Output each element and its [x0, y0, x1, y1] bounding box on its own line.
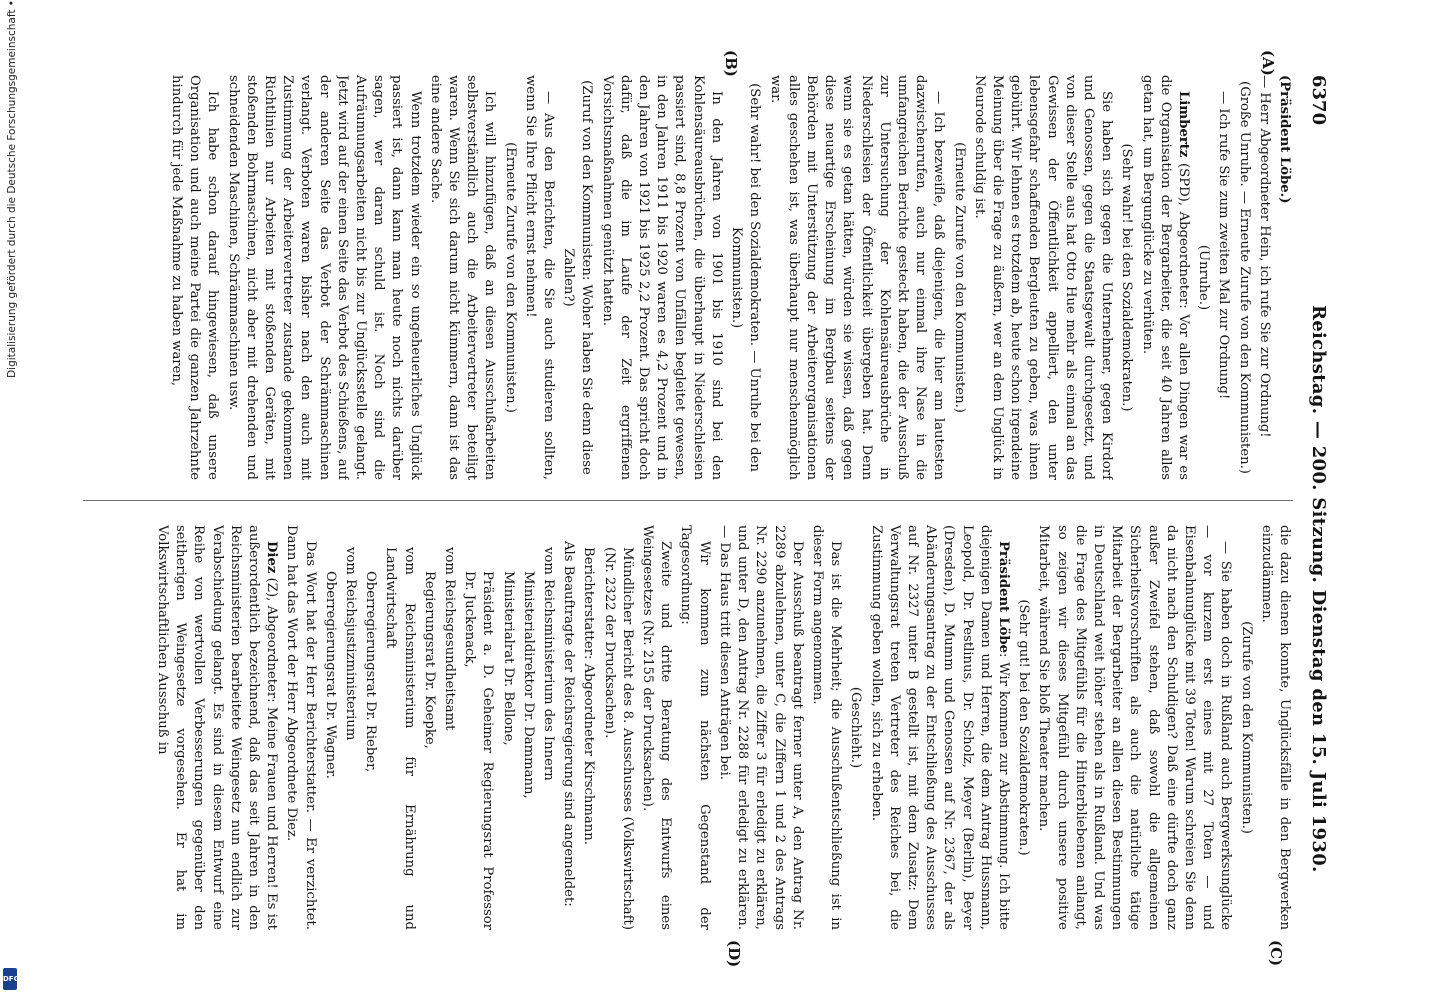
paragraph — [559, 75, 595, 480]
paragraph — [1034, 525, 1234, 930]
paragraph-text: die dazu dienen konnte, Unglücksfälle in den Bergwerken einzudämmen. — [1258, 525, 1292, 930]
paragraph — [970, 75, 1116, 480]
paragraph-text: Sie haben sich gegen die Unternehmer, gegen Kirdorf und Genossen, gegen die Staatsgewalt durchgesetzt, und von dieser Stelle aus hat Otto Hue mehr als einmal an das Gewissen der Öffentlichkeit appelliert, den unter lebensgefahr schaffenden Bergleuten zu geben, was ihnen gebührt. Wir lehnen es trotzdem ab, heute schon irgendeine Meinung über die Frage zu äußern, wer an dem Unglück in Neurode schuldig ist. — [971, 75, 1115, 480]
page-header — [1303, 75, 1333, 935]
paragraph-text: Berichterstatter: Abgeordneter Kirschmann. — [581, 547, 597, 845]
paragraph-text: (Zurufe von den Kommunisten.) — [1238, 621, 1254, 834]
paragraph — [167, 75, 222, 480]
margin-mark-a: (A) — [1259, 50, 1277, 76]
paragraph — [426, 75, 499, 480]
paragraph-text: — Herr Abgeordneter Hein, ich rufe Sie zur Ordnung! — [1256, 75, 1272, 438]
paragraph — [1117, 75, 1135, 480]
paragraph — [1255, 75, 1273, 480]
speaker-name: Präsident Löbe — [995, 541, 1011, 653]
paragraph — [579, 525, 597, 930]
paragraph-text: (Z), Abgeordneter: Meine Frauen und Herren! Es ist außerordentlich bezeichnend, daß das seit Jahren in den Reichsministerien bearbeitete Weingesetz nun endlich zur Verabschiedung gelangt. Es sind in diesem Entwurf eine Reihe von wertvollen Verbesserungen gegenüber den seitherigen Weingesetze vorgesehen. Er hat im Volkswirtschaftlichen Ausschuß in — [155, 525, 280, 930]
paragraph — [1257, 525, 1293, 930]
paragraph — [381, 525, 417, 930]
paragraph-text: Der Ausschuß beantragt ferner unter A, den Antrag Nr. 2289 abzulehnen, unter C, die Ziffern 1 und 2 des Antrags Nr. 2290 anzunehmen, die Ziffer 3 für erledigt zu erklären, und unter D, den Antrag Nr. 2288 für erledigt zu erklären. — Das Haus tritt diesen Anträgen bei. — [716, 525, 805, 930]
paragraph — [341, 525, 359, 930]
paragraph — [1194, 75, 1212, 480]
paragraph-text: Ministerialrat Dr. Bellone, — [500, 571, 516, 746]
paragraph-text: (Unruhe.) — [1196, 244, 1212, 311]
paragraph-text: Regierungsrat Dr. Koepke, — [421, 571, 437, 749]
paragraph-text: — Aus den Berichten, die Sie auch studieren sollten, wenn Sie Ihre Pflicht ernst nehmen! — [522, 75, 557, 480]
paragraph-text: Oberregierungsrat Dr. Rieber, — [363, 571, 379, 773]
paragraph — [460, 525, 496, 930]
paragraph-text: (Zuruf von den Kommunisten: Woher haben Sie denn diese Zahlen?) — [561, 80, 595, 475]
paragraph-text: Ministerialdirektor Dr. Dammann, — [520, 571, 536, 799]
paragraph — [321, 525, 339, 930]
paragraph-text: (Präsident Löbe.) — [1277, 75, 1292, 204]
paragraph-text: vom Reichsministerium für Ernährung und Landwirtschaft — [383, 547, 417, 930]
paragraph — [539, 525, 557, 930]
paragraph-text: Ich habe schon darauf hingewiesen, daß unsere Organisation und auch meine Partei die ganzen Jahrzehnte hindurch für jede Maßnahme zu haben waren, — [169, 75, 221, 480]
paragraph — [282, 525, 318, 930]
paragraph — [519, 525, 537, 930]
paragraph-text: (Sehr gut! bei den Sozialdemokraten.) — [1016, 599, 1032, 856]
paragraph-text: In den Jahren von 1901 bis 1910 sind bei den Kohlensäureausbrüchen, die überhaupt in Niederschlesien passiert sind, 8,8 Prozent von Unfällen begleitet gewesen, in den Jahren 1911 bis 1920 waren es 4,2 Prozent und in den Jahren von 1921 bis 1925 2,2 Prozent. Das spricht doch dafür, daß die im Laufe der Zeit ergriffenen Vorsichtsmaßnahmen genützt hatten. — [599, 75, 724, 480]
paragraph-text: (Sehr wahr! bei den Sozialdemokraten.) — [1119, 143, 1135, 412]
paragraph — [727, 75, 763, 480]
paragraph — [676, 525, 712, 930]
paragraph-text: Das Wort hat der Herr Berichterstatter. — Er verzichtet. Dann hat das Wort der Herr Abgeordnete Diez. — [284, 525, 318, 930]
paragraph-text: (SPD), Abgeordneter: Vor allen Dingen war es die Organisation der Bergarbeiter, die seit 40 Jahren alles getan hat, um Bergunglücke zu verhüten. — [1139, 75, 1191, 480]
paragraph-text: vom Reichsministerium des Innern — [541, 547, 557, 781]
paragraph — [599, 525, 635, 930]
paragraph-text: Ich will hinzufügen, daß an diesen Ausschußarbeiten selbstverständlich auch die Arbeitervertreter beteiligt waren. Wenn Sie sich darum nicht kümmern, dann ist das eine andere Sache. — [427, 75, 498, 480]
margin-mark-b: (B) — [722, 50, 740, 77]
speaker-name: Limbertz — [1175, 91, 1191, 158]
paragraph-text: Das ist die Mehrheit; die Ausschußentschließung ist in dieser Form angenommen. — [809, 525, 844, 930]
paragraph-text: (Erneute Zurufe von den Kommunisten.) — [502, 142, 518, 413]
right-text-column — [73, 525, 1293, 930]
column-divider — [83, 500, 1293, 501]
paragraph-text: Präsident a. D. Geheimer Regierungsrat Professor Dr. Juckenack, — [462, 571, 496, 930]
paragraph — [559, 525, 577, 930]
paragraph — [1137, 75, 1192, 480]
paragraph — [420, 525, 438, 930]
paragraph-text: vom Reichsjustizministerium — [343, 547, 359, 741]
paragraph — [597, 75, 724, 480]
paragraph-text: — Sie haben doch in Rußland auch Bergwerksunglücke — vor kurzem erst eines mit 27 Toten — und Eisenbahnunglücke mit 39 Toten! Warum schreien Sie denn da nicht nach den Schuldigen? Daß eine dürfte doch ganz außer Zweifel stehen, daß sowohl die allgemeinen Sicherheitsvorschriften als auch die natürliche tätige Mitarbeit der Bergarbeiter an allen diesen Bestimmungen in Deutschland weit höher stehen als in Rußland. Und was die Frage des Mitgefühls für die Hinterbliebenen anlangt, so zeigen wir dieses Mitgefühl durch unsere positive Mitarbeit, während Sie bloß Theater machen. — [1036, 525, 1234, 930]
paragraph — [361, 525, 379, 930]
paragraph — [1214, 75, 1232, 480]
paragraph — [808, 525, 844, 930]
paragraph — [1234, 75, 1252, 480]
digitization-footer — [0, 0, 30, 1000]
paragraph — [500, 75, 518, 480]
paragraph-text: vom Reichsgesundheitsamt — [442, 547, 458, 731]
margin-mark-d: (D) — [725, 940, 743, 968]
paragraph-text: Wenn trotzdem wieder ein so ungeheuerliches Unglück passiert ist, dann kann man heute noch nichts darüber sagen, wer daran schuld ist. Noch sind die Aufräumungsarbeiten nicht bis zur Unglücksstelle gelangt. Jetzt wird auf der einen Seite das Verbot des Schießens, auf der anderen Seite das Verbot der Schrämmaschinen verlangt. Verboten waren bisher nach den auch mit Zustimmung der Arbeitervertreter zustande gekommenen Richtlinien nur Arbeiten mit stoßenden Geräten, mit stoßenden Bohrmaschinen, nicht aber mit drehenden und schneidenden Maschinen, Schrämmaschinen usw. — [225, 75, 423, 480]
paragraph-text: Wir kommen zum nächsten Gegenstand der Tagesordnung: — [678, 525, 712, 930]
paragraph — [1236, 525, 1254, 930]
paragraph-text: : Wir kommen zur Abstimmung. Ich bitte diejenigen Damen und Herren, die dem Antrag Hussmann, Leopold, Dr. Pestlinus, Dr. Scholz, Meyer (Berlin), Beyer (Dresden), D. Mumm und Genossen auf Nr. 2367, der als Abänderungsantrag zu der Entschließung des Ausschusses auf Nr. 2327 unter B gestellt ist, mit dem Zusatz: Dem Verwaltungsrat treten Vertreter des Reiches bei, die Zustimmung geben wollen, sich zu erheben. — [868, 525, 1011, 930]
paragraph — [153, 525, 280, 930]
paragraph — [440, 525, 458, 930]
paragraph — [638, 525, 674, 930]
document-page — [45, 0, 1355, 1000]
left-text-column — [73, 75, 1293, 480]
paragraph-text: (Geschieht.) — [848, 686, 864, 769]
paragraph-text: (Erneute Zurufe von den Kommunisten.) — [951, 142, 967, 413]
paragraph-text: Zweite und dritte Beratung des Entwurfs eines Weingesetzes (Nr. 2155 der Drucksachen). — [640, 525, 674, 930]
paragraph — [521, 75, 557, 480]
paragraph — [866, 525, 1012, 930]
paragraph — [715, 525, 806, 930]
paragraph-text: — Ich rufe Sie zum zweiten Mal zur Ordnung! — [1216, 91, 1232, 400]
paragraph — [223, 75, 423, 480]
session-line: Reichstag. — 200. Sitzung. Dienstag den 15. Juli 1930. — [1308, 305, 1329, 873]
dfg-logo-icon: DFG — [3, 968, 17, 990]
page-number: 6370 — [1308, 75, 1329, 126]
paragraph — [949, 75, 967, 480]
paragraph-text: Mündlicher Bericht des 8. Ausschusses (Volkswirtschaft) (Nr. 2322 der Drucksachen). — [601, 547, 635, 930]
funding-note: Digitalisierung gefördert durch die Deutsche Forschungsgemeinschaft • — [6, 0, 18, 378]
paragraph-text: (Sehr wahr! bei den Sozialdemokraten. — Unruhe bei den Kommunisten.) — [729, 83, 763, 472]
paragraph — [765, 75, 947, 480]
paragraph-text: (Große Unruhe. — Erneute Zurufe von den Kommunisten.) — [1236, 81, 1252, 474]
paragraph-text: Oberregierungsrat Dr. Wagner. — [322, 571, 338, 779]
paragraph — [498, 525, 516, 930]
paragraph — [846, 525, 864, 930]
paragraph — [1014, 525, 1032, 930]
paragraph — [1275, 75, 1293, 480]
paragraph-text: — Ich bezweifle, daß diejenigen, die hier am lautesten dazwischenrufen, auch nur einmal ihre Nase in die umfangreichen Berichte gesteckt haben, die der Ausschuß zur Untersuchung der Kohlensäureausbrüche in Niederschlesien der Öffentlichkeit übergeben hat. Denn wenn sie es getan hätten, würden sie wissen, daß gegen diese neuartige Erscheinung im Bergbau seitens der Behörden mit Unterstützung der Arbeiterorganisationen alles geschehen ist, was überhaupt nur menschenmöglich war. — [767, 75, 947, 480]
paragraph-text: Als Beauftragte der Reichsregierung sind angemeldet: — [561, 541, 577, 907]
margin-mark-c: (C) — [1267, 940, 1285, 967]
speaker-name: Diez — [264, 541, 280, 574]
